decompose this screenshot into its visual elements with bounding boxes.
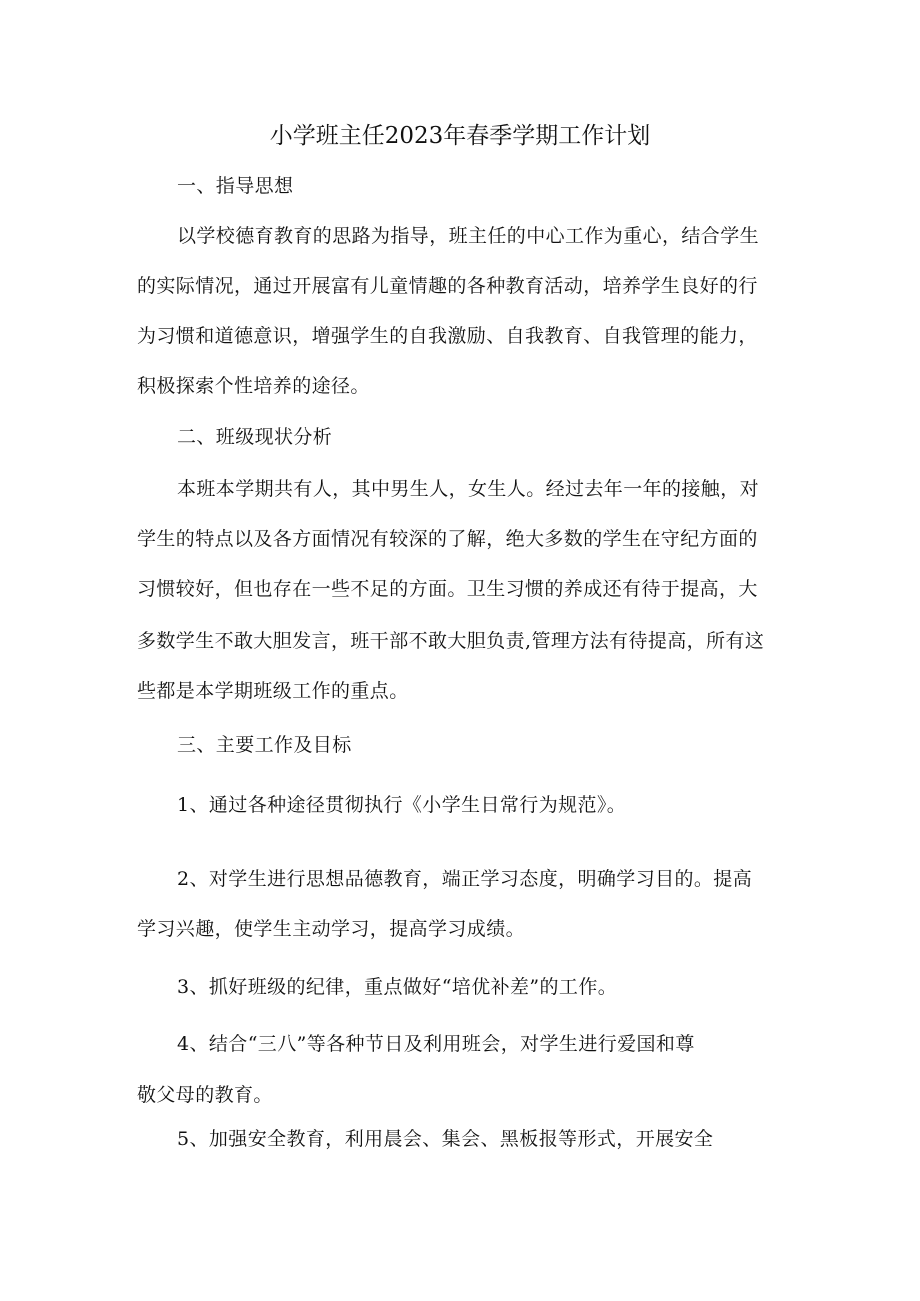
paragraph-line: 本班本学期共有人，其中男生人，女生人。经过去年一年的接触，对 bbox=[177, 478, 760, 500]
paragraph-line: 的实际情况，通过开展富有儿童情趣的各种教育活动，培养学生良好的行 bbox=[137, 275, 758, 297]
paragraph-line: 学生的特点以及各方面情况有较深的了解，绝大多数的学生在守纪方面的 bbox=[137, 528, 758, 550]
list-item-2: 2、对学生进行思想品德教育，端正学习态度，明确学习目的。提高 bbox=[177, 868, 753, 890]
document-title: 小学班主任2023年春季学期工作计划 bbox=[269, 123, 651, 149]
heading-main-work: 三、主要工作及目标 bbox=[177, 734, 352, 756]
paragraph-line: 多数学生不敢大胆发言，班干部不敢大胆负责,管理方法有待提高，所有这 bbox=[137, 630, 765, 652]
list-item-2-continuation: 学习兴趣，使学生主动学习，提高学习成绩。 bbox=[137, 918, 526, 940]
heading-class-analysis: 二、班级现状分析 bbox=[177, 426, 333, 448]
paragraph-line: 以学校德育教育的思路为指导，班主任的中心工作为重心，结合学生 bbox=[177, 225, 760, 247]
list-item-4: 4、结合“三八”等各种节日及利用班会，对学生进行爱国和尊 bbox=[177, 1033, 695, 1055]
paragraph-line: 些都是本学期班级工作的重点。 bbox=[137, 680, 409, 702]
paragraph-line: 习惯较好，但也存在一些不足的方面。卫生习惯的养成还有待于提高，大 bbox=[137, 578, 758, 600]
list-item-5: 5、加强安全教育，利用晨会、集会、黑板报等形式，开展安全 bbox=[177, 1128, 714, 1150]
list-item-3: 3、抓好班级的纪律，重点做好“培优补差”的工作。 bbox=[177, 976, 618, 998]
paragraph-line: 积极探索个性培养的途径。 bbox=[137, 375, 370, 397]
heading-guiding-ideology: 一、指导思想 bbox=[177, 175, 294, 197]
paragraph-line: 为习惯和道德意识，增强学生的自我激励、自我教育、自我管理的能力， bbox=[137, 325, 758, 347]
list-item-1: 1、通过各种途径贯彻执行《小学生日常行为规范》。 bbox=[177, 794, 627, 816]
list-item-4-continuation: 敬父母的教育。 bbox=[137, 1084, 273, 1106]
